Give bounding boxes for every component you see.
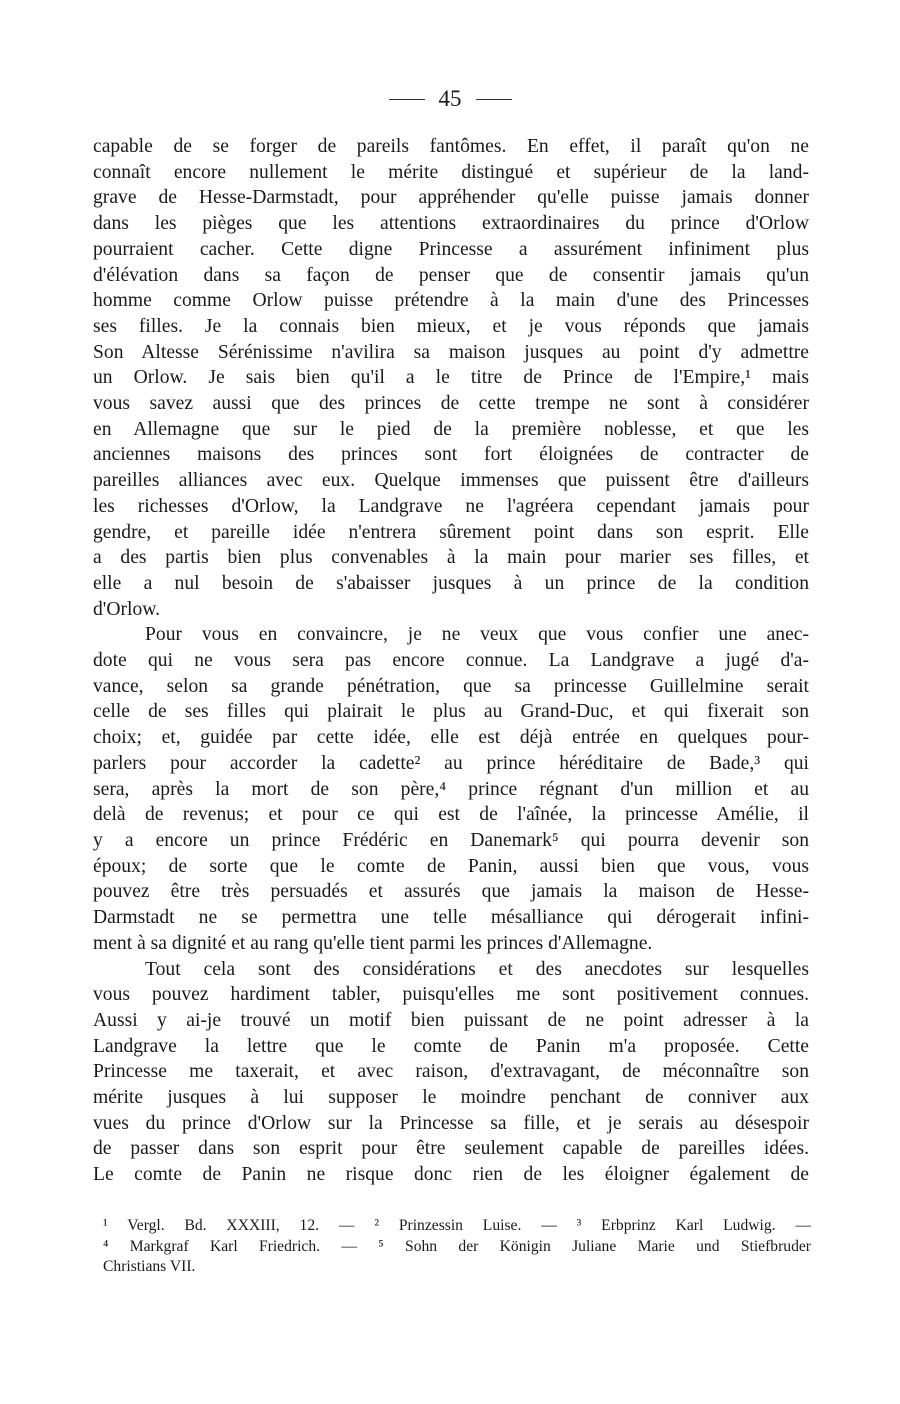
header-rule-left xyxy=(389,99,425,100)
text-line: vues du prince d'Orlow sur la Princesse sa fille, et je serais au désespoir xyxy=(93,1112,809,1134)
text-line: anciennes maisons des princes sont fort éloignées de contracter de xyxy=(93,444,809,466)
text-line: y a encore un prince Frédéric en Danemark⁵ qui pourra devenir son xyxy=(93,829,809,851)
text-line: dote qui ne vous sera pas encore connue. La Landgrave a jugé d'a- xyxy=(93,650,809,672)
text-line: ses filles. Je la connais bien mieux, et je vous réponds que jamais xyxy=(93,315,809,337)
text-line: Princesse me taxerait, et avec raison, d'extravagant, de méconnaître son xyxy=(93,1061,809,1083)
page-number: 45 xyxy=(438,86,462,111)
text-line: mérite jusques à lui supposer le moindre penchant de conniver aux xyxy=(93,1087,809,1109)
footnotes xyxy=(103,1216,811,1278)
text-line: d'Orlow. xyxy=(93,598,161,620)
text-line: parlers pour accorder la cadette² au prince héréditaire de Bade,³ qui xyxy=(93,752,809,774)
text-line: a des partis bien plus convenables à la main pour marier ses filles, et xyxy=(93,547,809,569)
text-line: delà de revenus; et pour ce qui est de l'aînée, la princesse Amélie, il xyxy=(93,804,809,826)
text-line: les richesses d'Orlow, la Landgrave ne l'agréera cependant jamais pour xyxy=(93,495,809,517)
footnote-line: Christians VII. xyxy=(103,1258,196,1275)
text-line: Pour vous en convaincre, je ne veux que vous confier une anec- xyxy=(145,624,809,646)
text-line: Landgrave la lettre que le comte de Panin m'a proposée. Cette xyxy=(93,1035,809,1057)
text-line: de passer dans son esprit pour être seulement capable de pareilles idées. xyxy=(93,1138,809,1160)
text-line: Tout cela sont des considérations et des anecdotes sur lesquelles xyxy=(145,958,809,980)
text-line: Darmstadt ne se permettra une telle mésalliance qui dérogerait infini- xyxy=(93,907,809,929)
text-line: vous pouvez hardiment tabler, puisqu'elles me sont positivement connues. xyxy=(93,984,809,1006)
text-line: Le comte de Panin ne risque donc rien de les éloigner également de xyxy=(93,1164,809,1186)
text-line: choix; et, guidée par cette idée, elle est déjà entrée en quelques pour- xyxy=(93,727,809,749)
body-text xyxy=(93,134,809,1188)
text-line: pareilles alliances avec eux. Quelque immenses que puissent être d'ailleurs xyxy=(93,470,809,492)
text-line: dans les pièges que les attentions extraordinaires du prince d'Orlow xyxy=(93,213,809,235)
text-line: pourraient cacher. Cette digne Princesse a assurément infiniment plus xyxy=(93,238,809,260)
text-line: époux; de sorte que le comte de Panin, aussi bien que vous, vous xyxy=(93,855,809,877)
text-line: Son Altesse Sérénissime n'avilira sa maison jusques au point d'y admettre xyxy=(93,341,809,363)
page-header xyxy=(0,86,900,112)
text-line: un Orlow. Je sais bien qu'il a le titre de Prince de l'Empire,¹ mais xyxy=(93,367,809,389)
text-line: sera, après la mort de son père,⁴ prince régnant d'un million et au xyxy=(93,778,809,800)
header-rule-right xyxy=(476,99,512,100)
text-line: connaît encore nullement le mérite distingué et supérieur de la land- xyxy=(93,161,809,183)
text-line: pouvez être très persuadés et assurés que jamais la maison de Hesse- xyxy=(93,881,809,903)
text-line: capable de se forger de pareils fantômes. En effet, il paraît qu'on ne xyxy=(93,136,809,157)
text-line: elle a nul besoin de s'abaisser jusques à un prince de la condition xyxy=(93,572,809,594)
text-line: vous savez aussi que des princes de cette trempe ne sont à considérer xyxy=(93,393,809,415)
text-line: grave de Hesse-Darmstadt, pour appréhender qu'elle puisse jamais donner xyxy=(93,187,809,209)
text-line: celle de ses filles qui plairait le plus au Grand-Duc, et qui fixerait son xyxy=(93,701,809,723)
text-line: en Allemagne que sur le pied de la première noblesse, et que les xyxy=(93,418,809,440)
text-line: vance, selon sa grande pénétration, que sa princesse Guillelmine serait xyxy=(93,675,809,697)
text-line: Aussi y ai-je trouvé un motif bien puissant de ne point adresser à la xyxy=(93,1009,809,1031)
text-line: gendre, et pareille idée n'entrera sûrement point dans son esprit. Elle xyxy=(93,521,809,543)
text-line: ment à sa dignité et au rang qu'elle tient parmi les princes d'Allemagne. xyxy=(93,932,653,954)
footnote-line: ⁴ Markgraf Karl Friedrich. — ⁵ Sohn der Königin Juliane Marie und Stiefbruder xyxy=(103,1237,811,1255)
text-line: d'élévation dans sa façon de penser que de consentir jamais qu'un xyxy=(93,264,809,286)
footnote-line: ¹ Vergl. Bd. XXXIII, 12. — ² Prinzessin Luise. — ³ Erbprinz Karl Ludwig. — xyxy=(103,1217,811,1234)
text-line: homme comme Orlow puisse prétendre à la main d'une des Princesses xyxy=(93,290,809,312)
